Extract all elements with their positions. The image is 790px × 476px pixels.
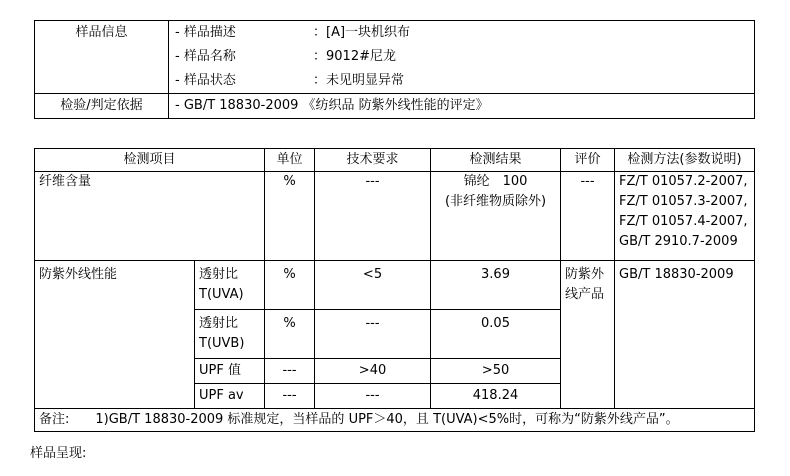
sample-info-values (169, 21, 755, 94)
fiber-method-2: FZ/T 01057.3-2007, (619, 194, 748, 209)
uva-param (195, 261, 265, 310)
basis-value: - GB/T 18830-2009 《纺织品 防紫外线性能的评定》 (169, 94, 755, 119)
fiber-method-4: GB/T 2910.7-2009 (619, 234, 738, 249)
header-row (35, 149, 755, 172)
fiber-row (35, 172, 755, 261)
uva-result: 3.69 (431, 261, 561, 310)
uv-evaluation-line2: 线产品 (565, 287, 605, 302)
fiber-requirement: --- (315, 172, 431, 261)
header-unit: 单位 (265, 149, 315, 172)
uvb-param-line2: T(UVB) (199, 336, 245, 351)
uv-evaluation-line1: 防紫外 (565, 267, 605, 282)
sample-info-table (34, 20, 755, 119)
upf-av-unit: --- (265, 384, 315, 409)
fiber-evaluation: --- (561, 172, 615, 261)
upf-unit: --- (265, 359, 315, 384)
uva-requirement: <5 (315, 261, 431, 310)
header-result: 检测结果 (431, 149, 561, 172)
fiber-result-line2: (非纤维物质除外) (444, 194, 547, 209)
sample-name-row (169, 45, 754, 69)
note-row (35, 409, 755, 432)
header-requirement: 技术要求 (315, 149, 431, 172)
fiber-methods (615, 172, 755, 261)
sample-name-key: - 样品名称 (175, 49, 236, 64)
uv-evaluation (561, 261, 615, 409)
upf-av-result: 418.24 (431, 384, 561, 409)
upf-av-requirement: --- (315, 384, 431, 409)
sample-desc-key: - 样品描述 (175, 25, 236, 40)
header-evaluation: 评价 (561, 149, 615, 172)
uvb-result: 0.05 (431, 310, 561, 359)
uvb-requirement: --- (315, 310, 431, 359)
fiber-result (431, 172, 561, 261)
sample-state-value: ：未见明显异常 (313, 73, 405, 88)
fiber-item: 纤维含量 (35, 172, 265, 261)
sample-desc-row (169, 21, 754, 45)
fiber-unit: % (265, 172, 315, 261)
results-table (34, 148, 755, 432)
uva-unit: % (265, 261, 315, 310)
note-text: 备注: 1)GB/T 18830-2009 标准规定，当样品的 UPF＞40，且 T(UVA)<5%时，可称为“防紫外线产品”。 (35, 409, 755, 432)
uv-item: 防紫外线性能 (35, 261, 195, 409)
header-method: 检测方法(参数说明) (615, 149, 755, 172)
fiber-method-1: FZ/T 01057.2-2007, (619, 174, 748, 189)
upf-requirement: >40 (315, 359, 431, 384)
sample-state-row (169, 69, 754, 93)
sample-state-key: - 样品状态 (175, 73, 236, 88)
uv-method: GB/T 18830-2009 (615, 261, 755, 409)
sample-name-value: ：9012#尼龙 (313, 49, 396, 64)
sample-desc-value: ：[A]一块机织布 (313, 25, 411, 40)
uvb-param-line1: 透射比 (199, 316, 239, 331)
uv-row-uva (35, 261, 755, 310)
header-item: 检测项目 (35, 149, 265, 172)
uva-param-line1: 透射比 (199, 267, 239, 282)
uvb-param (195, 310, 265, 359)
basis-label: 检验/判定依据 (35, 94, 169, 119)
fiber-method-3: FZ/T 01057.4-2007, (619, 214, 748, 229)
uva-param-line2: T(UVA) (199, 287, 244, 302)
upf-param: UPF 值 (195, 359, 265, 384)
upf-av-param: UPF av (195, 384, 265, 409)
uvb-unit: % (265, 310, 315, 359)
sample-info-label: 样品信息 (35, 21, 169, 94)
sample-presentation-label: 样品呈现: (30, 446, 87, 461)
fiber-result-line1: 锦纶 100 (463, 174, 528, 189)
upf-result: >50 (431, 359, 561, 384)
